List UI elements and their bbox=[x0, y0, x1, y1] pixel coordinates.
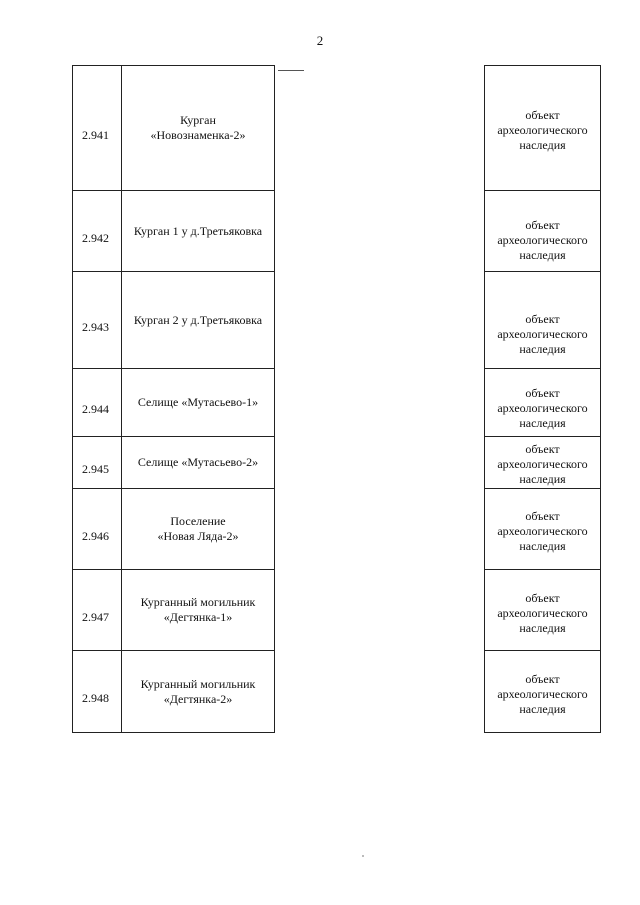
object-type bbox=[485, 191, 601, 272]
row-number: 2.947 bbox=[73, 570, 122, 651]
object-type-line: объект bbox=[525, 442, 560, 456]
object-name bbox=[122, 272, 275, 369]
object-type bbox=[485, 437, 601, 489]
table-row bbox=[73, 437, 601, 489]
object-name bbox=[122, 66, 275, 191]
table-row bbox=[73, 570, 601, 651]
object-name bbox=[122, 437, 275, 489]
object-name-line: Селище «Мутасьево-2» bbox=[137, 455, 259, 469]
empty-cell bbox=[275, 489, 485, 570]
object-type-line: наследия bbox=[519, 341, 566, 356]
object-type-line: археологического bbox=[497, 687, 588, 701]
row-number: 2.944 bbox=[73, 369, 122, 437]
table-row bbox=[73, 66, 601, 191]
object-type-line: археологического bbox=[497, 122, 588, 137]
object-type-line: объект bbox=[525, 590, 560, 605]
empty-cell bbox=[275, 651, 485, 733]
scan-mark bbox=[278, 70, 304, 71]
object-name-line: Курганный могильник bbox=[140, 676, 256, 691]
object-type-line: археологического bbox=[497, 233, 588, 247]
object-type-line: археологического bbox=[497, 457, 588, 471]
object-type-line: объект bbox=[525, 311, 560, 326]
object-type-line: наследия bbox=[519, 538, 566, 553]
object-type-line: археологического bbox=[497, 326, 588, 341]
object-type-line: объект bbox=[525, 386, 560, 400]
object-type-line: объект bbox=[525, 508, 560, 523]
empty-cell bbox=[275, 191, 485, 272]
object-type-line: наследия bbox=[519, 416, 566, 430]
object-name bbox=[122, 369, 275, 437]
object-name-line: Курган bbox=[180, 113, 216, 127]
object-type bbox=[485, 272, 601, 369]
table-row bbox=[73, 272, 601, 369]
table-row bbox=[73, 489, 601, 570]
row-number: 2.946 bbox=[73, 489, 122, 570]
scan-speck bbox=[362, 855, 364, 857]
object-type bbox=[485, 369, 601, 437]
object-type-line: наследия bbox=[519, 472, 566, 486]
object-name-line: Курган 1 у д.Третьяковка bbox=[133, 223, 263, 238]
row-number: 2.941 bbox=[73, 66, 122, 191]
empty-cell bbox=[275, 66, 485, 191]
object-name bbox=[122, 651, 275, 733]
page-number: 2 bbox=[316, 33, 324, 48]
row-number: 2.942 bbox=[73, 191, 122, 272]
object-name-line: Поселение bbox=[170, 514, 226, 528]
row-number: 2.945 bbox=[73, 437, 122, 489]
object-name-line: «Дегтянка-1» bbox=[163, 610, 233, 624]
object-type bbox=[485, 66, 601, 191]
object-name bbox=[122, 489, 275, 570]
object-name-line: Курганный могильник bbox=[140, 595, 256, 609]
object-type-line: археологического bbox=[497, 605, 588, 620]
empty-cell bbox=[275, 272, 485, 369]
object-name-line: Курган 2 у д.Третьяковка bbox=[133, 312, 263, 327]
object-type-line: археологического bbox=[497, 523, 588, 538]
object-name bbox=[122, 570, 275, 651]
empty-cell bbox=[275, 570, 485, 651]
object-type bbox=[485, 489, 601, 570]
object-type bbox=[485, 651, 601, 733]
object-name-line: «Новая Ляда-2» bbox=[157, 529, 239, 543]
object-type bbox=[485, 570, 601, 651]
table-row bbox=[73, 191, 601, 272]
table-row bbox=[73, 651, 601, 733]
heritage-registry-table bbox=[72, 65, 601, 733]
row-number: 2.948 bbox=[73, 651, 122, 733]
row-number: 2.943 bbox=[73, 272, 122, 369]
object-name-line: Селище «Мутасьево-1» bbox=[137, 395, 259, 409]
object-type-line: объект bbox=[525, 107, 560, 122]
object-name-line: «Новознаменка-2» bbox=[150, 128, 246, 142]
object-type-line: наследия bbox=[519, 620, 566, 635]
object-name bbox=[122, 191, 275, 272]
empty-cell bbox=[275, 437, 485, 489]
object-type-line: объект bbox=[525, 672, 560, 686]
object-name-line: «Дегтянка-2» bbox=[163, 691, 233, 706]
empty-cell bbox=[275, 369, 485, 437]
object-type-line: наследия bbox=[519, 248, 566, 262]
object-type-line: объект bbox=[525, 218, 560, 232]
object-type-line: наследия bbox=[519, 702, 566, 716]
table-row bbox=[73, 369, 601, 437]
object-type-line: наследия bbox=[519, 137, 566, 152]
object-type-line: археологического bbox=[497, 401, 588, 415]
